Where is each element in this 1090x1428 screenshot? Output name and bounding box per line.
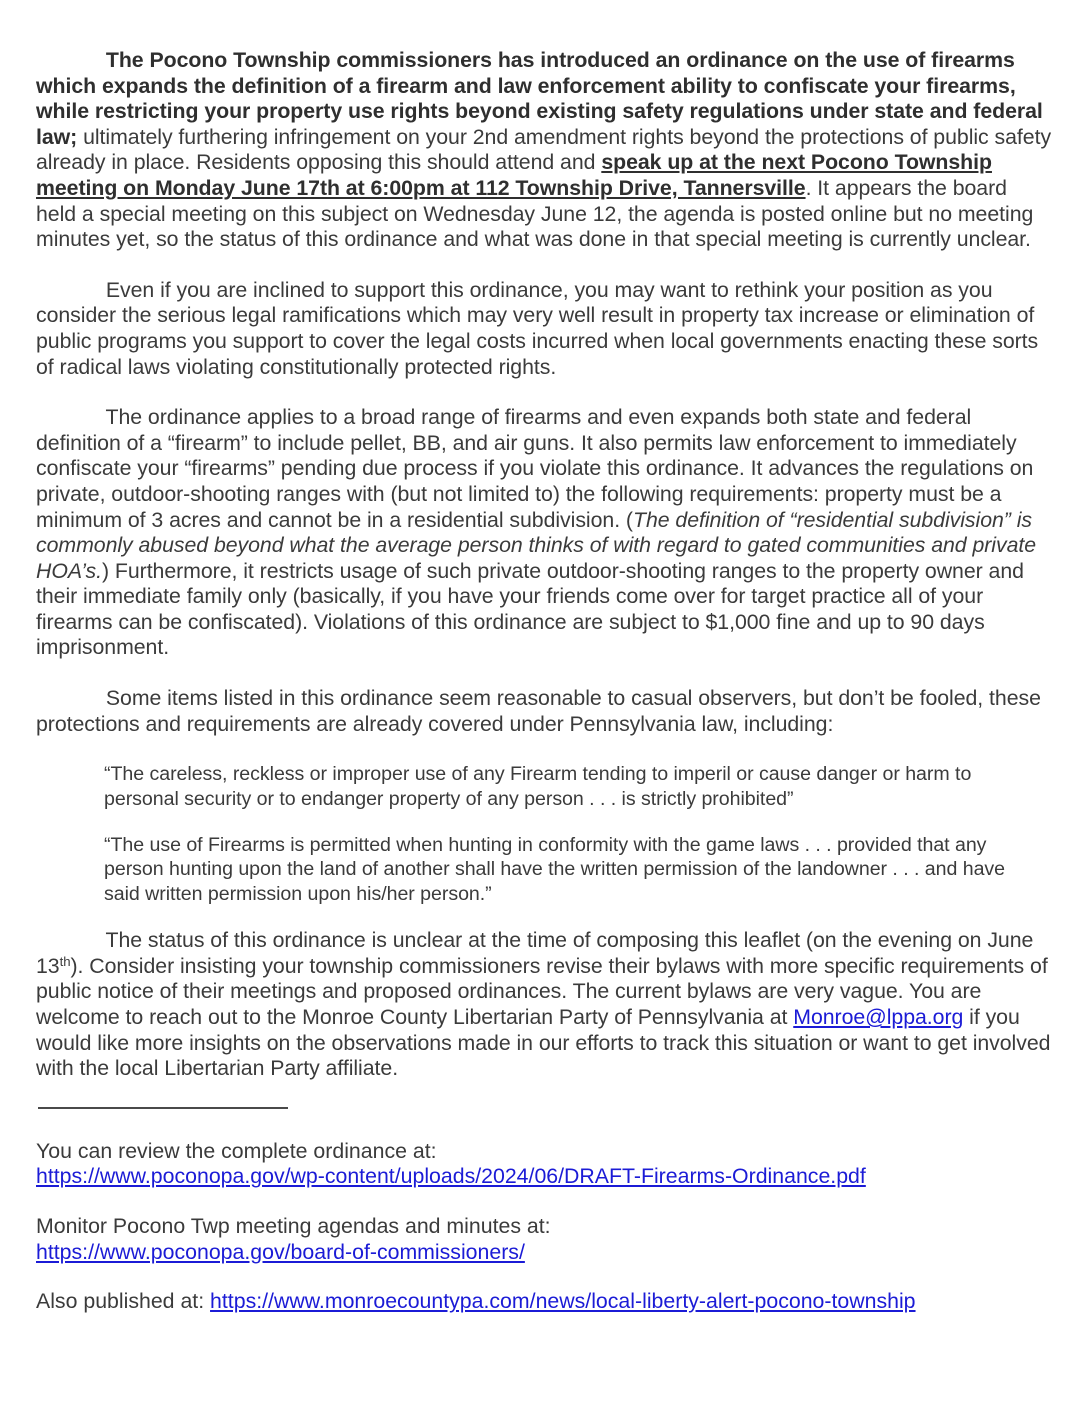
paragraph-ordinance-scope-italic-aside: The definition of “residential subdivision” is commonly abused beyond what the average person thinks of with regard to gated communities and private HOA’s.: [36, 507, 1037, 583]
paragraph-intro-after-bold: ultimately furthering infringement on your 2nd amendment rights beyond the protections of public safety already in place. Residents opposing this should attend and: [36, 124, 1052, 175]
footer-published-label: Also published at:: [36, 1289, 211, 1314]
footer-ordinance-label: You can review the complete ordinance at:: [36, 1138, 437, 1163]
date-ordinal-suffix: th: [59, 953, 71, 969]
paragraph-intro-tail: . It appears the board held a special meeting on this subject on Wednesday June 12, the agenda is posted online but no meeting minutes yet, so the status of this ordinance and what was done in that special meeting is currently unclear.: [36, 175, 1034, 252]
footer-published-url[interactable]: https://www.monroecountypa.com/news/local-liberty-alert-pocono-township: [210, 1289, 916, 1314]
paragraph-status-tail: if you would like more insights on the observations made in our efforts to track this situation or want to get involved with the local Libertarian Party affiliate.: [36, 1005, 1051, 1081]
quote-list: [36, 762, 1052, 906]
email-link-monroe[interactable]: Monroe@lppa.org: [793, 1005, 964, 1030]
paragraph-ordinance-scope-lead: The ordinance applies to a broad range of firearms and even expands both state and federal definition of a “firearm” to include pellet, BB, and air guns. It also permits law enforcement to immediately confiscate your “firearms” pending due process if you violate this ordinance. It advances the regulations on private, outdoor-shooting ranges with (but not limited to) the following requirements: property must be a minimum of 3 acres and cannot be in a residential subdivision. (: [36, 405, 1034, 532]
footer-agendas-label: Monitor Pocono Twp meeting agendas and minutes at:: [36, 1214, 551, 1239]
paragraph-ordinance-scope: [36, 405, 1052, 661]
paragraph-legal-ramifications: [36, 278, 1052, 380]
footer-ordinance-url[interactable]: https://www.poconopa.gov/wp-content/uploads/2024/06/DRAFT-Firearms-Ordinance.pdf: [36, 1164, 866, 1189]
paragraph-intro: [36, 48, 1052, 253]
paragraph-status-and-contact: [36, 928, 1052, 1082]
quote-hunting-permission: “The use of Firearms is permitted when hunting in conformity with the game laws . . . provided that any person hunting upon the land of another shall have the written permission of the landowner . . . and have said written permission upon his/her person.”: [104, 834, 1006, 905]
footer-group-agendas: [36, 1214, 1052, 1265]
paragraph-ordinance-scope-tail: ) Furthermore, it restricts usage of such private outdoor-shooting ranges to the property owner and their immediate family only (basically, if you have your friends come over for target practice all of your firearms can be confiscated). Violations of this ordinance are subject to $1,000 fine and up to 90 days imprisonment.: [36, 558, 1024, 660]
meeting-details-emphasis: speak up at the next Pocono Township meeting on Monday June 17th at 6:00pm at 112 Township Drive, Tannersville: [36, 150, 992, 200]
paragraph-status-lead: The status of this ordinance is unclear at the time of composing this leaflet (on the evening on June 13: [36, 928, 1034, 978]
paragraph-legal-ramifications-text: Even if you are inclined to support this ordinance, you may want to rethink your position as you consider the serious legal ramifications which may very well result in property tax increase or elimination of public programs you support to cover the legal costs incurred when local governments enacting these sorts of radical laws violating constitutionally protected rights.: [36, 277, 1039, 379]
section-divider: [38, 1107, 288, 1109]
paragraph-existing-protections: [36, 686, 1052, 737]
paragraph-intro-bold-lead: The Pocono Township commissioners has introduced an ordinance on the use of firearms which expands the definition of a firearm and law enforcement ability to confiscate your firearms, while restricting your property use rights beyond existing safety regulations under state and federal law;: [36, 48, 1043, 149]
footer-group-ordinance: [36, 1139, 1052, 1190]
quote-careless-use: “The careless, reckless or improper use of any Firearm tending to imperil or cause danger or harm to personal security or to endanger property of any person . . . is strictly prohibited”: [104, 763, 972, 810]
footer-agendas-url[interactable]: https://www.poconopa.gov/board-of-commissioners/: [36, 1239, 525, 1264]
paragraph-status-middle: ). Consider insisting your township commissioners revise their bylaws with more specific requirements of public notice of their meetings and proposed ordinances. The current bylaws are very vague. You are welcome to reach out to the Monroe County Libertarian Party of Pennsylvania at: [36, 953, 1048, 1030]
footer-links: [36, 1139, 1052, 1315]
paragraph-existing-protections-text: Some items listed in this ordinance seem reasonable to casual observers, but don’t be fooled, these protections and requirements are already covered under Pennsylvania law, including:: [36, 686, 1041, 736]
footer-group-published: [36, 1289, 1052, 1315]
